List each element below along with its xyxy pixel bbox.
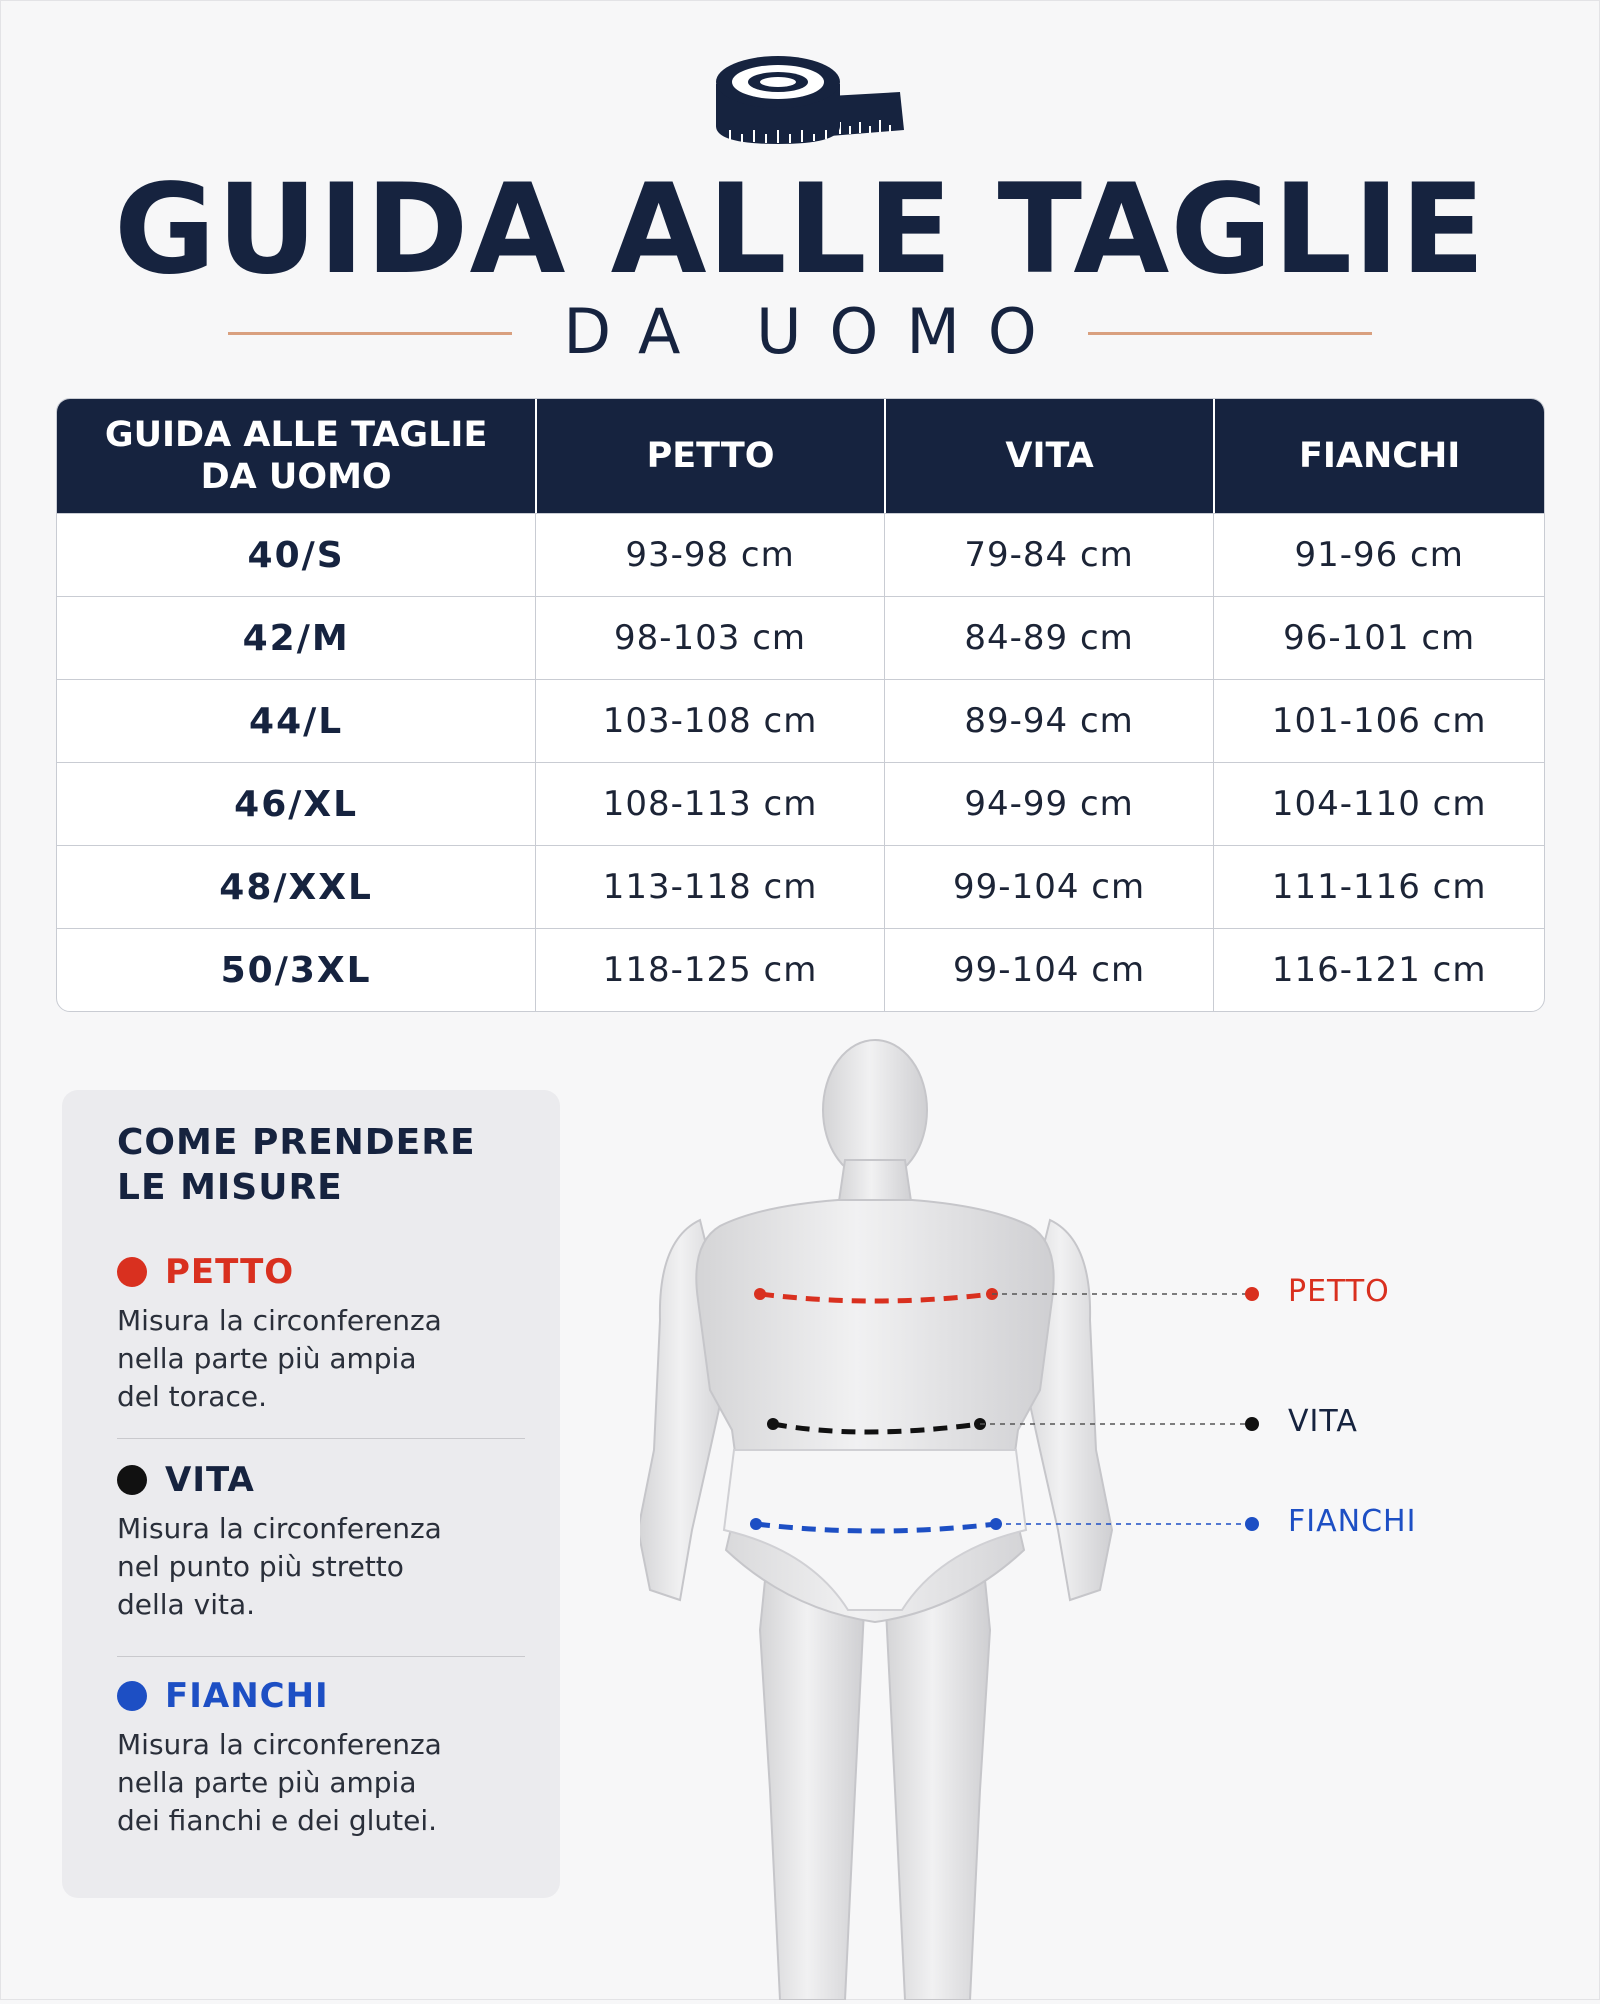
callout-petto: PETTO <box>1288 1274 1390 1309</box>
size-label-cell: 44/L <box>57 679 535 762</box>
measure-label: PETTO <box>165 1252 295 1292</box>
table-row <box>57 928 1544 1011</box>
measurement-cell: 96-101 cm <box>1213 596 1544 679</box>
measure-vita <box>117 1458 517 1624</box>
measure-fianchi <box>117 1674 517 1840</box>
measurement-cell: 91-96 cm <box>1213 513 1544 596</box>
size-table <box>56 398 1545 1012</box>
measurement-cell: 116-121 cm <box>1213 928 1544 1011</box>
table-row <box>57 679 1544 762</box>
divider <box>117 1656 525 1657</box>
table-row <box>57 513 1544 596</box>
header-vita: VITA <box>884 399 1214 513</box>
page-subtitle: DA UOMO <box>563 295 1065 368</box>
table-row <box>57 762 1544 845</box>
measurement-cell: 101-106 cm <box>1213 679 1544 762</box>
size-label-cell: 48/XXL <box>57 845 535 928</box>
mannequin-illustration <box>640 1030 1600 2000</box>
table-header-row <box>57 399 1544 513</box>
measure-description: Misura la circonferenza nel punto più stretto della vita. <box>117 1512 442 1621</box>
header-size: GUIDA ALLE TAGLIE DA UOMO <box>57 399 535 513</box>
measurement-cell: 84-89 cm <box>884 596 1214 679</box>
measurement-cell: 103-108 cm <box>535 679 884 762</box>
body-figure <box>640 1030 1600 2000</box>
measurement-cell: 98-103 cm <box>535 596 884 679</box>
title-rule-right <box>1088 332 1372 335</box>
page-title: GUIDA ALLE TAGLIE <box>113 158 1487 302</box>
callout-vita: VITA <box>1288 1404 1358 1439</box>
size-label-cell: 50/3XL <box>57 928 535 1011</box>
header-fianchi: FIANCHI <box>1213 399 1544 513</box>
measurement-cell: 93-98 cm <box>535 513 884 596</box>
measurement-cell: 104-110 cm <box>1213 762 1544 845</box>
table-row <box>57 596 1544 679</box>
measuring-tape-icon <box>710 52 906 148</box>
black-dot-icon <box>117 1465 147 1495</box>
panel-title: COME PRENDERE LE MISURE <box>117 1122 476 1208</box>
measure-label: VITA <box>165 1460 255 1500</box>
measure-description: Misura la circonferenza nella parte più ampia del torace. <box>117 1304 442 1413</box>
size-label-cell: 46/XL <box>57 762 535 845</box>
measure-petto <box>117 1250 517 1416</box>
blue-dot-icon <box>117 1681 147 1711</box>
measurement-cell: 99-104 cm <box>884 845 1214 928</box>
size-label-cell: 40/S <box>57 513 535 596</box>
measurement-cell: 79-84 cm <box>884 513 1214 596</box>
callout-fianchi: FIANCHI <box>1288 1504 1417 1539</box>
table-row <box>57 845 1544 928</box>
measure-instructions-panel <box>62 1090 560 1898</box>
red-dot-icon <box>117 1257 147 1287</box>
divider <box>117 1438 525 1439</box>
measurement-cell: 113-118 cm <box>535 845 884 928</box>
measurement-cell: 111-116 cm <box>1213 845 1544 928</box>
size-label-cell: 42/M <box>57 596 535 679</box>
measurement-cell: 99-104 cm <box>884 928 1214 1011</box>
measurement-cell: 108-113 cm <box>535 762 884 845</box>
measurement-cell: 89-94 cm <box>884 679 1214 762</box>
measure-description: Misura la circonferenza nella parte più ampia dei fianchi e dei glutei. <box>117 1728 442 1837</box>
header-petto: PETTO <box>535 399 884 513</box>
measure-label: FIANCHI <box>165 1676 329 1716</box>
measurement-cell: 94-99 cm <box>884 762 1214 845</box>
measurement-cell: 118-125 cm <box>535 928 884 1011</box>
